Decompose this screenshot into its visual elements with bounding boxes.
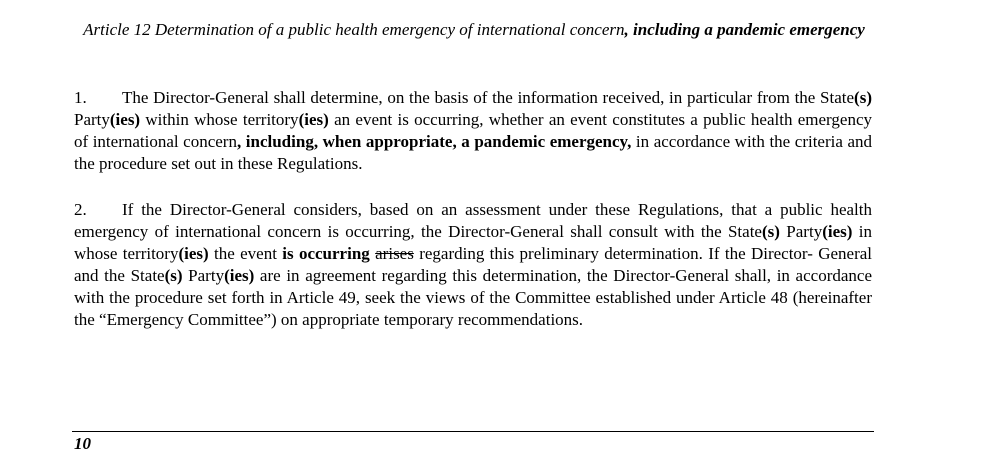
page-number: 10 — [74, 434, 91, 453]
text-segment: within whose territory — [140, 110, 299, 129]
text-segment: the event — [208, 244, 283, 263]
amendment-insert: is occurring — [282, 244, 370, 263]
text-segment: in accordance with the criteria and the procedure set out in these Regulations. — [74, 132, 872, 173]
amendment-insert: (ies) — [822, 222, 853, 241]
text-segment: Party — [182, 266, 225, 285]
amendment-insert: (s) — [761, 222, 780, 241]
text-segment: are in agreement regarding this determination, the Director-General shall, in accordance with the procedure set forth in Article 49, seek the views of the Committee established under Article 48 (hereinafter the “Emergency Committee”) on appropriate temporary recommendations. — [74, 266, 872, 329]
text-segment: an event is occurring, whether an event constitutes a public health emergency of international concern — [74, 110, 872, 151]
amendment-insert: (ies) — [224, 266, 255, 285]
amendment-insert: (ies) — [298, 110, 329, 129]
text-segment: regarding this preliminary determination. If the Director- General and the State — [74, 244, 873, 285]
paragraph-number: 2. — [74, 200, 87, 219]
amendment-insert: (ies) — [178, 244, 209, 263]
footer-rule — [72, 431, 874, 432]
text-segment: The Director-General shall determine, on the basis of the information received, in particular from the State — [122, 88, 855, 107]
paragraph-number: 1. — [74, 88, 87, 107]
amendment-insert: (s) — [164, 266, 183, 285]
text-segment: in whose territory — [74, 222, 873, 263]
text-segment: If the Director-General considers, based on an assessment under these Regulations, that a public health emergency of international concern is occurring, the Director-General shall consult with the State — [74, 200, 872, 241]
amendment-insert: (ies) — [109, 110, 141, 129]
paragraph-1 — [74, 87, 872, 175]
paragraph-2 — [74, 199, 872, 331]
amendment-insert: , including, when appropriate, a pandemic emergency, — [236, 132, 632, 151]
text-segment: Party — [779, 222, 823, 241]
amendment-deletion: arises — [375, 244, 414, 263]
amendment-insert: (s) — [854, 88, 872, 107]
heading-text: Article 12 Determination of a public health emergency of international concern — [83, 20, 625, 39]
article-heading — [74, 19, 874, 41]
heading-amendment: , including a pandemic emergency — [624, 20, 865, 39]
text-segment: Party — [74, 110, 110, 129]
